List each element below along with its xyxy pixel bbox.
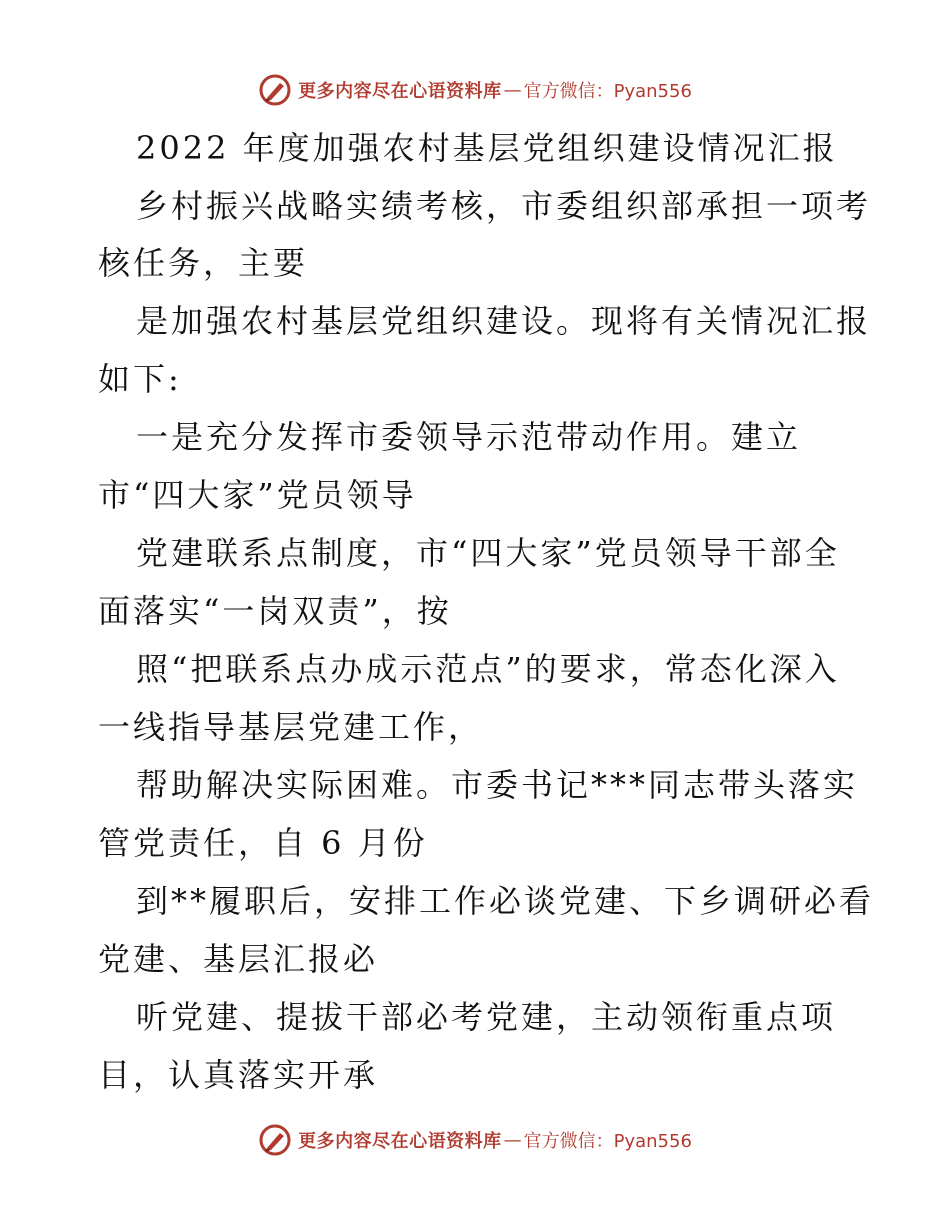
paragraph-line: 核任务，主要 — [98, 244, 309, 282]
paragraph-line: 如下: — [98, 360, 182, 398]
paragraph-line: 党建、基层汇报必 — [98, 940, 379, 978]
paragraph-line: 是加强农村基层党组织建设。现将有关情况汇报 — [136, 302, 872, 340]
watermark-brand: 更多内容尽在心语资料库 — [298, 81, 502, 102]
paragraph-line: 市“四大家”党员领导 — [98, 476, 417, 514]
paragraph-line: 一是充分发挥市委领导示范带动作用。建立 — [136, 418, 802, 456]
watermark-contact: 官方微信：Pyan556 — [523, 1131, 692, 1152]
watermark-banner-top — [0, 70, 950, 110]
watermark-separator: — — [503, 1129, 522, 1151]
watermark-contact: 官方微信：Pyan556 — [523, 81, 692, 102]
paragraph-line: 听党建、提拔干部必考党建，主动领衔重点项 — [136, 998, 837, 1036]
watermark-banner-bottom — [0, 1120, 950, 1160]
document-title: 2022 年度加强农村基层党组织建设情况汇报 — [136, 129, 838, 167]
paragraph-line: 帮助解决实际困难。市委书记***同志带头落实 — [136, 766, 859, 804]
paragraph-line: 目，认真落实开承 — [98, 1056, 379, 1094]
paragraph-line: 管党责任，自 6 月份 — [98, 824, 428, 862]
paragraph-line: 党建联系点制度，市“四大家”党员领导干部全 — [136, 534, 840, 572]
paragraph-line: 一线指导基层党建工作， — [98, 708, 484, 746]
watermark-separator: — — [503, 79, 522, 101]
paragraph-line: 面落实“一岗双责”，按 — [98, 592, 452, 630]
red-pen-circle-logo-icon — [258, 1123, 292, 1157]
paragraph-line: 照“把联系点办成示范点”的要求，常态化深入 — [136, 650, 840, 688]
watermark-brand: 更多内容尽在心语资料库 — [298, 1131, 502, 1152]
red-pen-circle-logo-icon — [258, 73, 292, 107]
paragraph-line: 乡村振兴战略实绩考核，市委组织部承担一项考 — [136, 187, 872, 225]
paragraph-line: 到**履职后，安排工作必谈党建、下乡调研必看 — [136, 882, 875, 920]
